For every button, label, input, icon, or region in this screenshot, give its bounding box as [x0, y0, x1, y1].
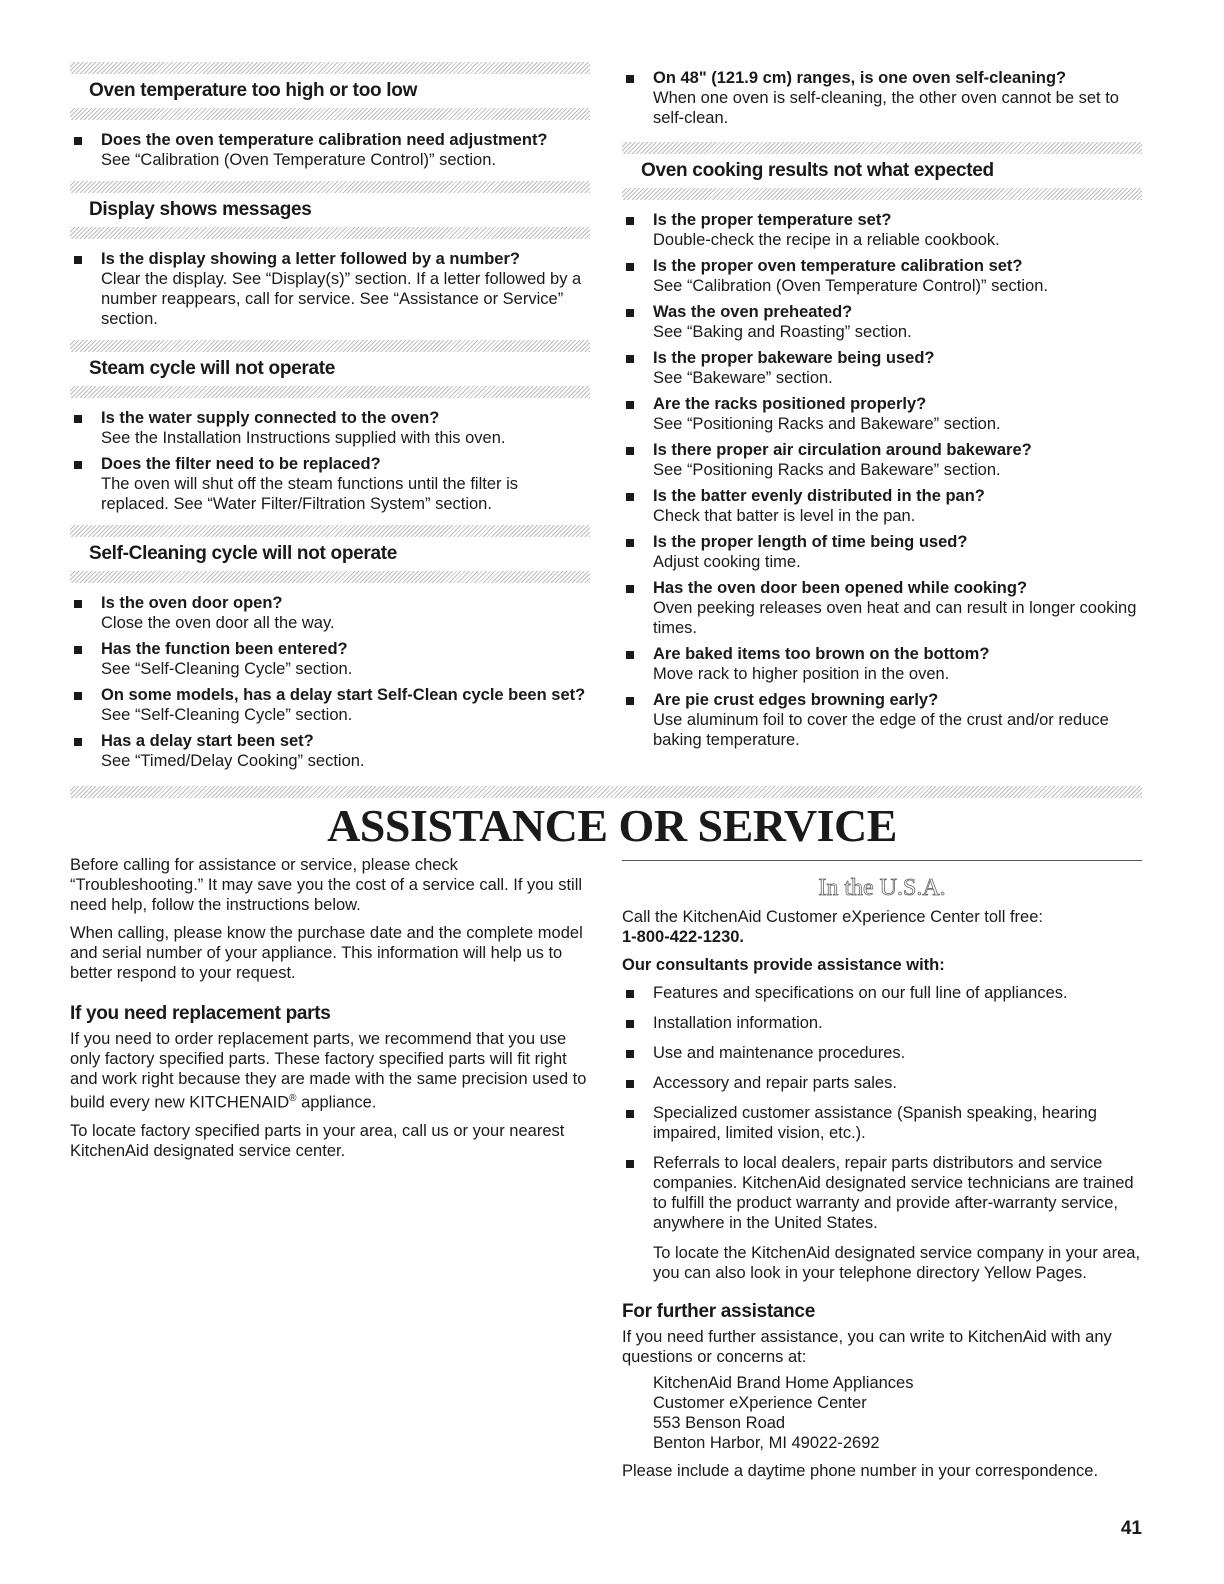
square-bullet-icon	[74, 415, 82, 423]
shaded-rule	[70, 227, 590, 239]
question: Is the water supply connected to the oven?	[101, 409, 440, 427]
shaded-rule	[70, 340, 590, 352]
square-bullet-icon	[74, 600, 82, 608]
square-bullet-icon	[74, 646, 82, 654]
troubleshooting-right-column	[622, 62, 1142, 761]
divider	[622, 860, 1142, 861]
shaded-rule	[70, 386, 590, 398]
section-oven-temp	[70, 62, 590, 170]
square-bullet-icon	[626, 1080, 634, 1088]
answer: See “Self-Cleaning Cycle” section.	[101, 706, 353, 724]
answer: See the Installation Instructions supplied with this oven.	[101, 429, 506, 447]
question: Is there proper air circulation around bakeware?	[653, 441, 1032, 459]
question: Has a delay start been set?	[101, 732, 314, 750]
answer: Move rack to higher position in the oven.	[653, 665, 950, 683]
troubleshooting-left-column	[70, 62, 590, 782]
question: Is the proper temperature set?	[653, 211, 892, 229]
intro-paragraph: When calling, please know the purchase date and the complete model and serial number of your appliance. This information will help us to better respond to your request.	[70, 924, 583, 982]
shaded-rule	[622, 142, 1142, 154]
address-line: 553 Benson Road	[653, 1414, 786, 1432]
list-item	[622, 983, 1142, 1003]
square-bullet-icon	[626, 493, 634, 501]
square-bullet-icon	[626, 697, 634, 705]
list-item	[70, 593, 590, 633]
list-item	[622, 394, 1142, 434]
list-item	[622, 1013, 1142, 1033]
square-bullet-icon	[626, 1110, 634, 1118]
section-heading: Oven temperature too high or too low	[89, 80, 418, 101]
parts-text-end: appliance.	[296, 1093, 377, 1112]
list-item	[70, 130, 590, 170]
assistance-right-column	[622, 860, 1142, 1487]
answer: See “Baking and Roasting” section.	[653, 323, 912, 341]
square-bullet-icon	[74, 256, 82, 264]
intro-paragraph: Before calling for assistance or service, please check “Troubleshooting.” It may save you the cost of a service call. If you still need help, follow the instructions below.	[70, 856, 583, 914]
square-bullet-icon	[74, 137, 82, 145]
square-bullet-icon	[74, 692, 82, 700]
answer: Adjust cooking time.	[653, 553, 801, 571]
square-bullet-icon	[626, 355, 634, 363]
square-bullet-icon	[626, 217, 634, 225]
call-text: Call the KitchenAid Customer eXperience Center toll free:	[622, 908, 1043, 926]
replacement-parts-heading: If you need replacement parts	[70, 1003, 331, 1024]
list-item	[622, 690, 1142, 750]
question: Is the oven door open?	[101, 594, 283, 612]
page-title: ASSISTANCE OR SERVICE	[327, 800, 897, 851]
question: Has the function been entered?	[101, 640, 348, 658]
phone-number: 1-800-422-1230.	[622, 928, 745, 946]
question: Is the display showing a letter followed by a number?	[101, 250, 520, 268]
square-bullet-icon	[626, 539, 634, 547]
question: Does the oven temperature calibration need adjustment?	[101, 131, 548, 149]
shaded-rule	[70, 525, 590, 537]
parts-paragraph	[70, 1029, 590, 1113]
question: On 48" (121.9 cm) ranges, is one oven self-cleaning?	[653, 69, 1067, 87]
question: Are baked items too brown on the bottom?	[653, 645, 990, 663]
answer: Close the oven door all the way.	[101, 614, 335, 632]
consultant-item-text: Use and maintenance procedures.	[653, 1044, 906, 1062]
question: On some models, has a delay start Self-Clean cycle been set?	[101, 686, 586, 704]
list-item	[622, 348, 1142, 388]
locate-paragraph: To locate the KitchenAid designated service company in your area, you can also look in your telephone directory Yellow Pages.	[653, 1244, 1141, 1282]
consultant-list	[622, 983, 1142, 1233]
list-item	[70, 249, 590, 329]
question: Is the proper bakeware being used?	[653, 349, 935, 367]
shaded-rule	[70, 181, 590, 193]
square-bullet-icon	[626, 990, 634, 998]
list-item	[70, 408, 590, 448]
section-self-clean	[70, 525, 590, 771]
answer: See “Positioning Racks and Bakeware” section.	[653, 415, 1001, 433]
shaded-rule	[622, 188, 1142, 200]
section-heading: Steam cycle will not operate	[89, 358, 336, 379]
list-item	[622, 532, 1142, 572]
section-cooking-results	[622, 142, 1142, 750]
mailing-address	[622, 1373, 1142, 1453]
list-item	[622, 302, 1142, 342]
answer: The oven will shut off the steam functions until the filter is replaced. See “Water Filter/Filtration System” section.	[101, 475, 518, 513]
registered-mark: ®	[289, 1093, 297, 1104]
question: Are pie crust edges browning early?	[653, 691, 939, 709]
parts-paragraph: To locate factory specified parts in your area, call us or your nearest KitchenAid designated service center.	[70, 1121, 565, 1160]
shaded-rule	[70, 62, 590, 74]
address-line: Customer eXperience Center	[653, 1394, 867, 1412]
question: Does the filter need to be replaced?	[101, 455, 381, 473]
list-item	[622, 644, 1142, 684]
square-bullet-icon	[74, 738, 82, 746]
square-bullet-icon	[626, 651, 634, 659]
list-item	[70, 731, 590, 771]
consultant-item-text: Features and specifications on our full line of appliances.	[653, 984, 1068, 1002]
further-assistance-heading: For further assistance	[622, 1301, 815, 1322]
section-heading: Display shows messages	[89, 199, 312, 220]
further-paragraph: If you need further assistance, you can write to KitchenAid with any questions or concerns at:	[622, 1328, 1112, 1366]
list-item	[622, 210, 1142, 250]
list-item	[70, 639, 590, 679]
question: Has the oven door been opened while cooking?	[653, 579, 1028, 597]
square-bullet-icon	[626, 1160, 634, 1168]
page-number: 41	[1120, 1518, 1142, 1539]
section-heading: Self-Cleaning cycle will not operate	[89, 543, 398, 564]
question: Was the oven preheated?	[653, 303, 853, 321]
square-bullet-icon	[626, 263, 634, 271]
list-item	[622, 578, 1142, 638]
call-paragraph	[622, 907, 1142, 927]
square-bullet-icon	[626, 1020, 634, 1028]
question: Are the racks positioned properly?	[653, 395, 927, 413]
square-bullet-icon	[626, 75, 634, 83]
answer: Check that batter is level in the pan.	[653, 507, 916, 525]
answer: See “Calibration (Oven Temperature Control)” section.	[101, 151, 496, 169]
list-item	[70, 454, 590, 514]
list-item	[70, 685, 590, 725]
consultant-item-text: Accessory and repair parts sales.	[653, 1074, 897, 1092]
address-line: KitchenAid Brand Home Appliances	[653, 1374, 914, 1392]
answer: See “Calibration (Oven Temperature Control)” section.	[653, 277, 1048, 295]
parts-text: If you need to order replacement parts, we recommend that you use only factory specified parts. These factory specified parts will fit right and work right because they are made with the same precision used to build every new KITCHENAID	[70, 1030, 587, 1112]
consultant-item-text: Installation information.	[653, 1014, 823, 1032]
square-bullet-icon	[626, 585, 634, 593]
answer: See “Timed/Delay Cooking” section.	[101, 752, 365, 770]
question: Is the proper length of time being used?	[653, 533, 968, 551]
section-steam	[70, 340, 590, 514]
list-item	[622, 1043, 1142, 1063]
list-item	[622, 1153, 1142, 1233]
list-item	[622, 256, 1142, 296]
section-heading: Oven cooking results not what expected	[641, 160, 994, 181]
answer: Oven peeking releases oven heat and can result in longer cooking times.	[653, 599, 1137, 637]
answer: Clear the display. See “Display(s)” section. If a letter followed by a number reappears, call for service. See “Assistance or Service” section.	[101, 270, 582, 328]
square-bullet-icon	[626, 309, 634, 317]
list-item	[622, 486, 1142, 526]
square-bullet-icon	[74, 461, 82, 469]
list-item	[622, 68, 1142, 128]
square-bullet-icon	[626, 401, 634, 409]
list-item	[622, 1073, 1142, 1093]
list-item	[622, 1103, 1142, 1143]
answer: When one oven is self-cleaning, the other oven cannot be set to self-clean.	[653, 89, 1119, 127]
shaded-rule	[70, 571, 590, 583]
answer: See “Positioning Racks and Bakeware” section.	[653, 461, 1001, 479]
shaded-rule	[70, 108, 590, 120]
consultant-item-text: Specialized customer assistance (Spanish speaking, hearing impaired, limited vision, etc.).	[653, 1104, 1097, 1142]
question: Is the batter evenly distributed in the pan?	[653, 487, 985, 505]
closing-paragraph: Please include a daytime phone number in your correspondence.	[622, 1462, 1099, 1480]
answer: Double-check the recipe in a reliable cookbook.	[653, 231, 1000, 249]
usa-heading: In the U.S.A.	[818, 875, 946, 901]
shaded-rule	[70, 786, 1142, 798]
section-display	[70, 181, 590, 329]
address-line: Benton Harbor, MI 49022-2692	[653, 1434, 880, 1452]
square-bullet-icon	[626, 447, 634, 455]
assistance-left-column	[70, 855, 590, 1169]
answer: See “Bakeware” section.	[653, 369, 833, 387]
question: Is the proper oven temperature calibration set?	[653, 257, 1023, 275]
answer: Use aluminum foil to cover the edge of the crust and/or reduce baking temperature.	[653, 711, 1109, 749]
consultant-item-text: Referrals to local dealers, repair parts distributors and service companies. KitchenAid designated service technicians are trained to fulfill the product warranty and provide after-warranty service, anywhere in the United States.	[653, 1154, 1134, 1232]
square-bullet-icon	[626, 1050, 634, 1058]
list-item	[622, 440, 1142, 480]
answer: See “Self-Cleaning Cycle” section.	[101, 660, 353, 678]
consultants-heading: Our consultants provide assistance with:	[622, 956, 945, 974]
